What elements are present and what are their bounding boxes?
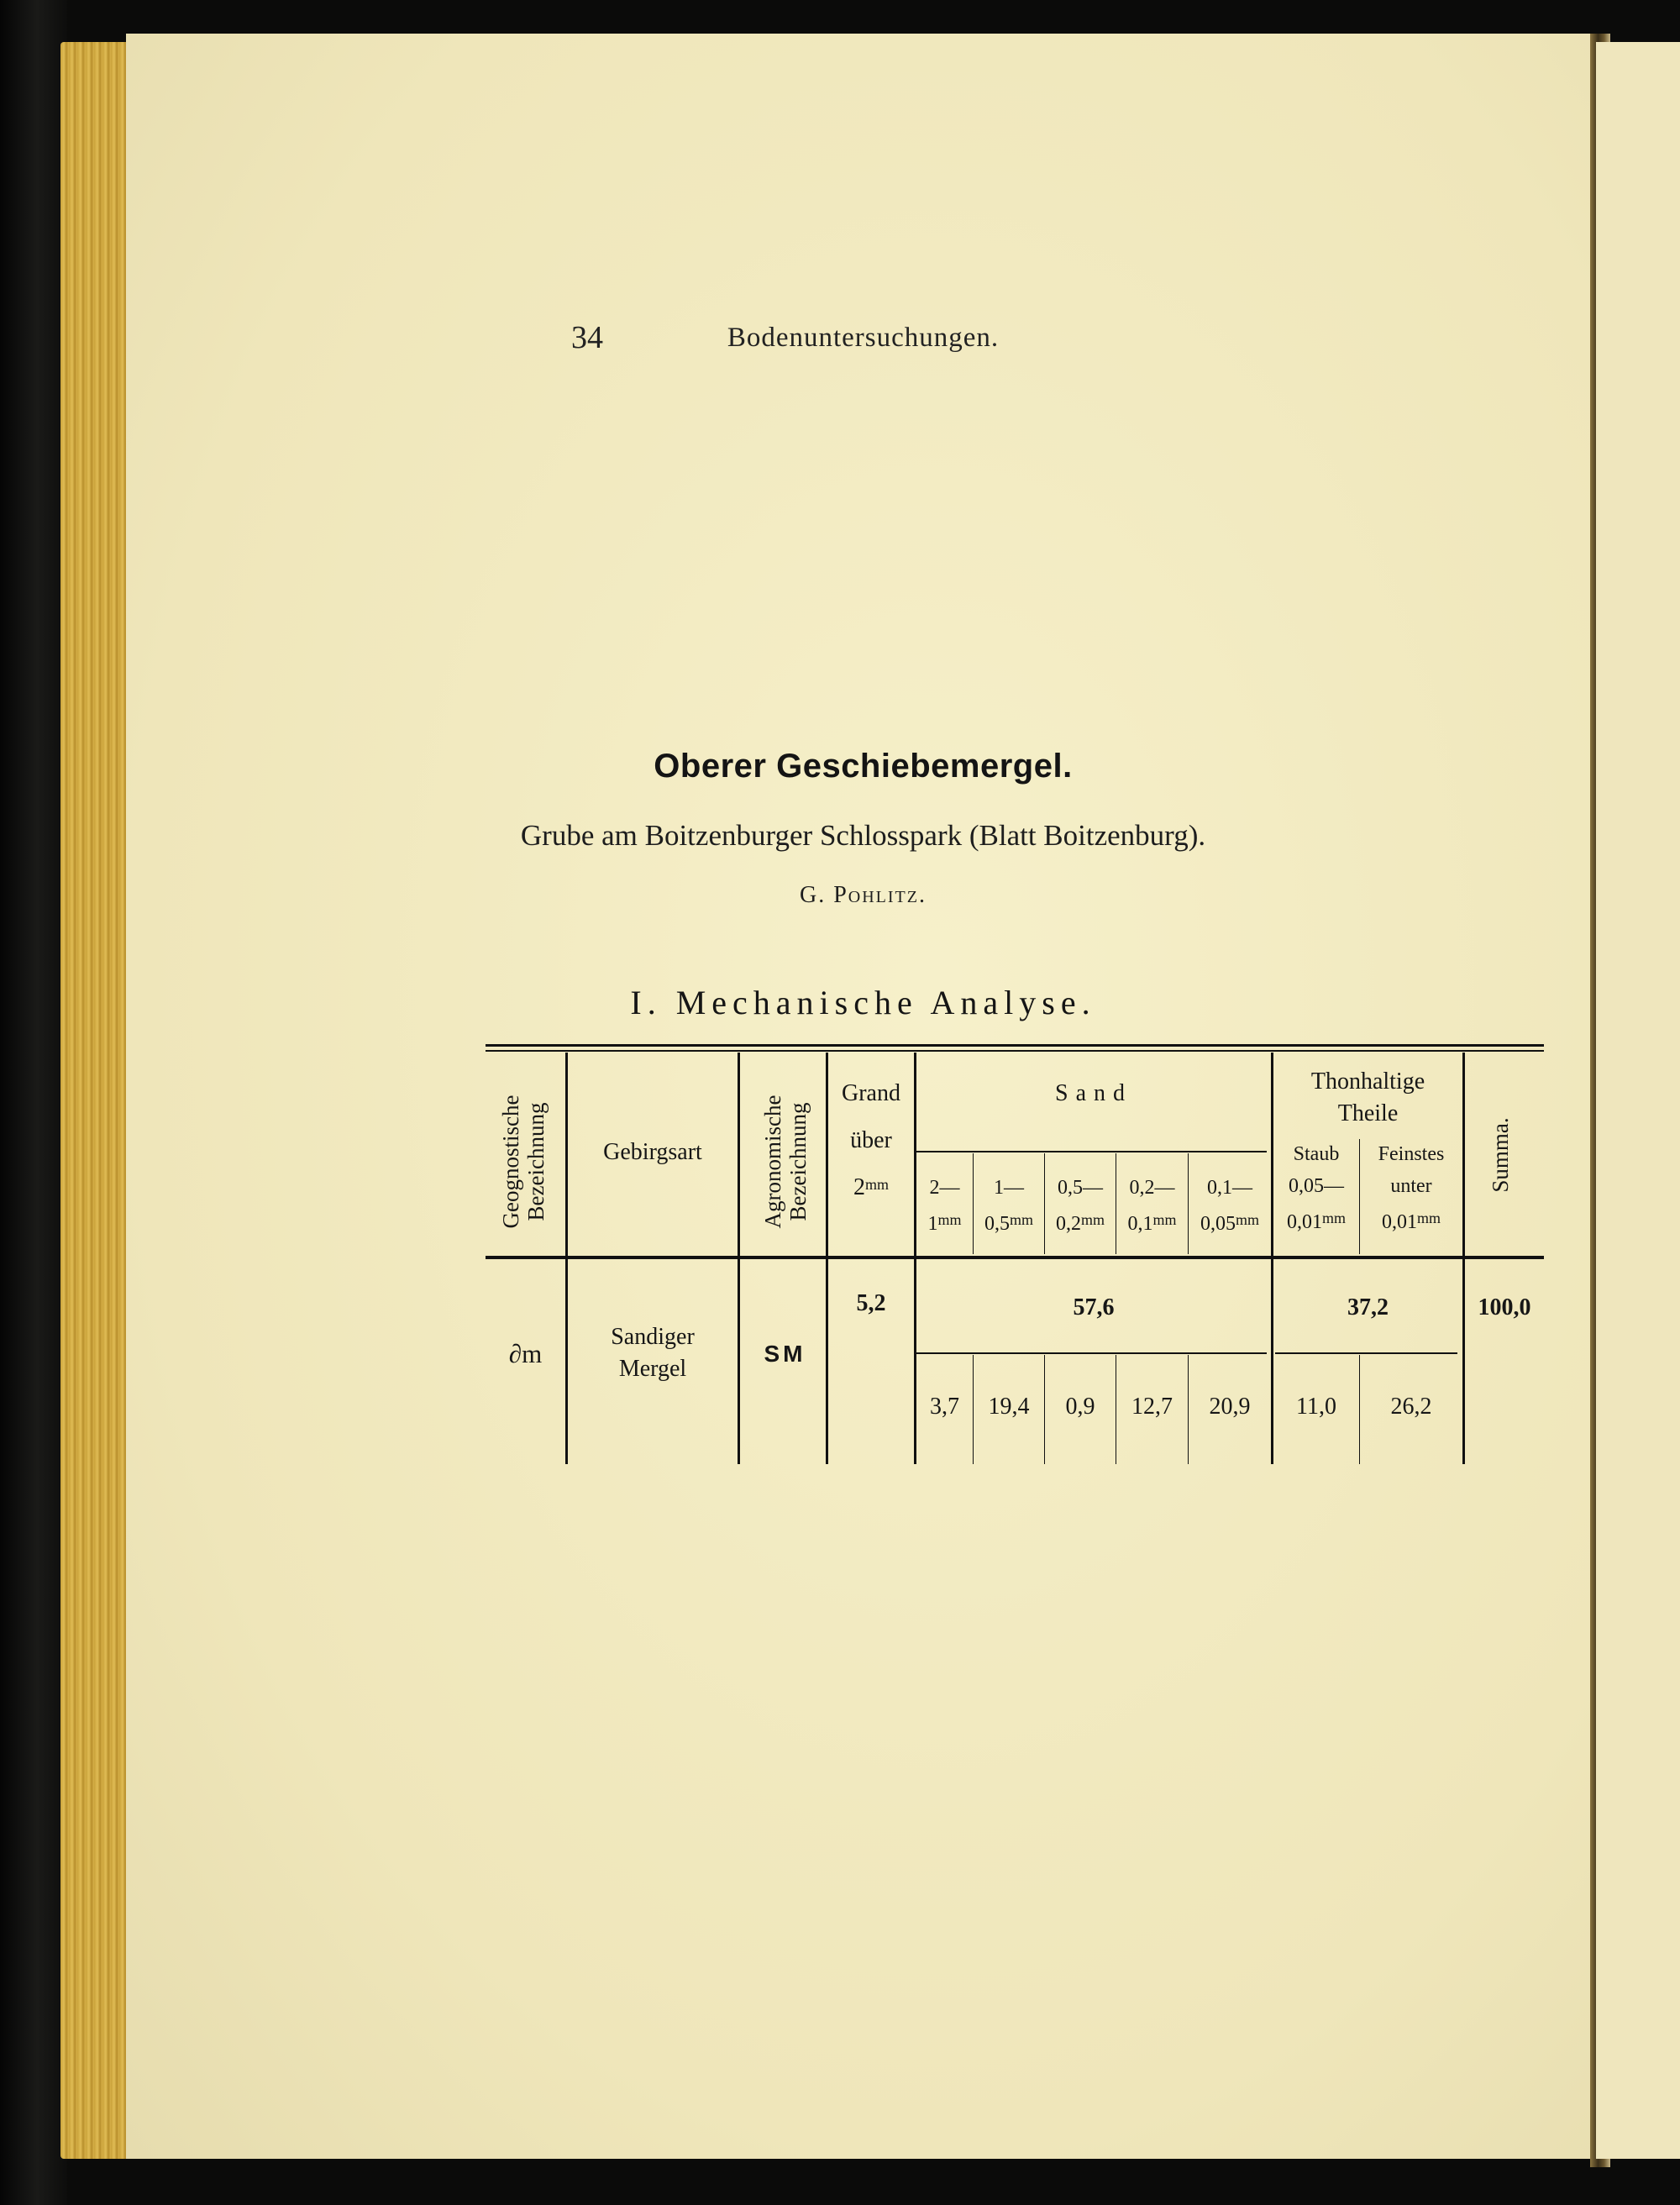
row-sand-value-5: 20,9 [1209, 1394, 1251, 1420]
header-agronomische [760, 1065, 811, 1258]
running-title: Bodenuntersuchungen. [727, 323, 1000, 353]
col-rule-1 [565, 1053, 568, 1464]
header-grand [828, 1078, 914, 1204]
row-sand-value-1: 3,7 [930, 1394, 959, 1420]
header-summa: Summa. [1488, 1117, 1513, 1193]
header-thon-sub-2: Feinstes unter $0,01^{mm}$ [1378, 1143, 1445, 1233]
section-title: I. Mechanische Analyse. [630, 984, 1096, 1021]
col-rule-6 [1462, 1053, 1465, 1464]
book-page [126, 34, 1600, 2159]
row-gebirgsart: Sandiger Mergel [611, 1324, 695, 1382]
header-grand-line2: über [850, 1127, 892, 1153]
row-grand: 5,2 [856, 1290, 886, 1316]
header-bottom-rule [486, 1256, 1544, 1259]
author: G. Pohlitz. [800, 882, 927, 908]
header-sand-sub-3: 0,5— $0,2^{mm}$ [1055, 1177, 1105, 1235]
row-thon-value-2: 26,2 [1390, 1394, 1432, 1420]
header-geognostische-line1: Geognostische [498, 1095, 523, 1229]
header-sand-sub-1: 2— $1^{mm}$ [927, 1177, 962, 1235]
col-rule-2 [738, 1053, 740, 1464]
header-thon: Thonhaltige Theile [1310, 1068, 1425, 1126]
header-agronomische-line2: Bezeichnung [785, 1102, 811, 1221]
book-spine [0, 0, 67, 2205]
row-sand-total: 57,6 [1073, 1294, 1115, 1320]
table-top-rule [486, 1044, 1544, 1047]
row-thon-value-1: 11,0 [1296, 1394, 1336, 1420]
header-sand-sub-2: 1— $0,5^{mm}$ [984, 1177, 1033, 1235]
document-subtitle: Grube am Boitzenburger Schlosspark (Blatt Boitzenburg). [520, 819, 1206, 852]
next-page-edge [1596, 42, 1680, 2159]
row-geognostische: ∂m [508, 1339, 543, 1368]
row-agronomische: SM [764, 1341, 806, 1367]
header-sand-sub-5: 0,1— $0,05^{mm}$ [1200, 1177, 1259, 1235]
header-sand: Sand [1055, 1080, 1132, 1106]
header-gebirgsart: Gebirgsart [603, 1139, 702, 1165]
sand-header-rule [916, 1151, 1267, 1152]
header-sand-sub-4: 0,2— $0,1^{mm}$ [1127, 1177, 1177, 1235]
document-title: Oberer Geschiebemergel. [654, 748, 1073, 785]
row-sand-value-2: 19,4 [988, 1394, 1030, 1420]
header-geognostische [498, 1065, 549, 1258]
table-top-rule-2 [486, 1050, 1544, 1052]
sand-row-rule [916, 1352, 1267, 1354]
header-grand-line3: $2^{mm}$ [853, 1174, 889, 1200]
page-number: 34 [571, 320, 603, 355]
header-thon-sub-1: Staub 0,05— $0,01^{mm}$ [1286, 1143, 1346, 1233]
row-thon-total: 37,2 [1347, 1294, 1389, 1320]
thon-row-rule [1275, 1352, 1457, 1354]
analysis-table [486, 1044, 1544, 1464]
row-sand-value-3: 0,9 [1065, 1394, 1095, 1420]
page-header [126, 319, 1600, 370]
header-grand-line1: Grand [842, 1080, 900, 1106]
header-agronomische-line1: Agronomische [760, 1095, 785, 1229]
row-sand-value-4: 12,7 [1131, 1394, 1173, 1420]
header-geognostische-line2: Bezeichnung [523, 1102, 549, 1221]
row-summa: 100,0 [1478, 1294, 1531, 1320]
